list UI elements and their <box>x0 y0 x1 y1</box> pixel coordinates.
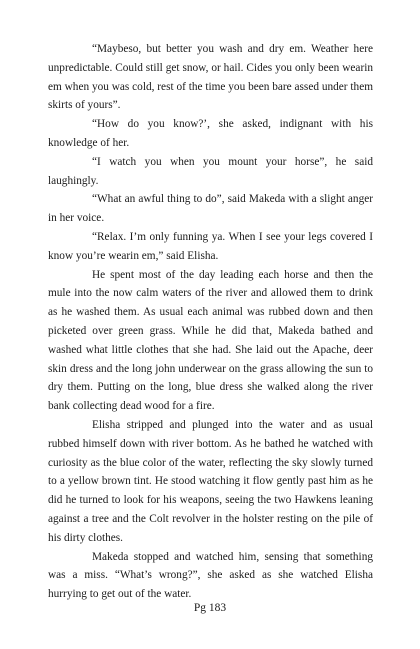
paragraph: Elisha stripped and plunged into the water and as usual rubbed himself down with river bottom. As he bathed he watched with curiosity as the blue color of the water, reflecting the sky slowly turned to a yellow brown tint. He stood watching it flow gently past him as he did he turned to look for his weapons, seeing the two Hawkens leaning against a tree and the Colt revolver in the holster resting on the pile of his dirty clothes. <box>48 418 373 544</box>
body-text <box>48 40 373 604</box>
paragraph: “Maybeso, but better you wash and dry em. Weather here unpredictable. Could still get snow, or hail. Cides you only been wearin em when you was cold, rest of the time you been bare assed under them skirts of yours”. <box>48 43 373 112</box>
paragraph: “What an awful thing to do”, said Makeda with a slight anger in her voice. <box>48 193 373 225</box>
paragraph: He spent most of the day leading each horse and then the mule into the now calm waters of the river and allowed them to drink as he washed them. As usual each animal was rubbed down and then picketed over green grass. While he did that, Makeda bathed and washed what little clothes that she had. She laid out the Apache, deer skin dress and the long john underwear on the grass allowing the sun to dry them. Putting on the long, blue dress she walked along the river bank collecting dead wood for a fire. <box>48 268 373 413</box>
paragraph: “Relax. I’m only funning ya. When I see your legs covered I know you’re wearin em,” said Elisha. <box>48 230 373 262</box>
paragraph: Makeda stopped and watched him, sensing that something was a miss. “What’s wrong?”, she asked as she watched Elisha hurrying to get out of the water. <box>48 550 373 601</box>
page-number: Pg 183 <box>193 602 227 614</box>
paragraph: “I watch you when you mount your horse”, he said laughingly. <box>48 155 373 187</box>
paragraph: “How do you know?’, she asked, indignant with his knowledge of her. <box>48 118 373 149</box>
